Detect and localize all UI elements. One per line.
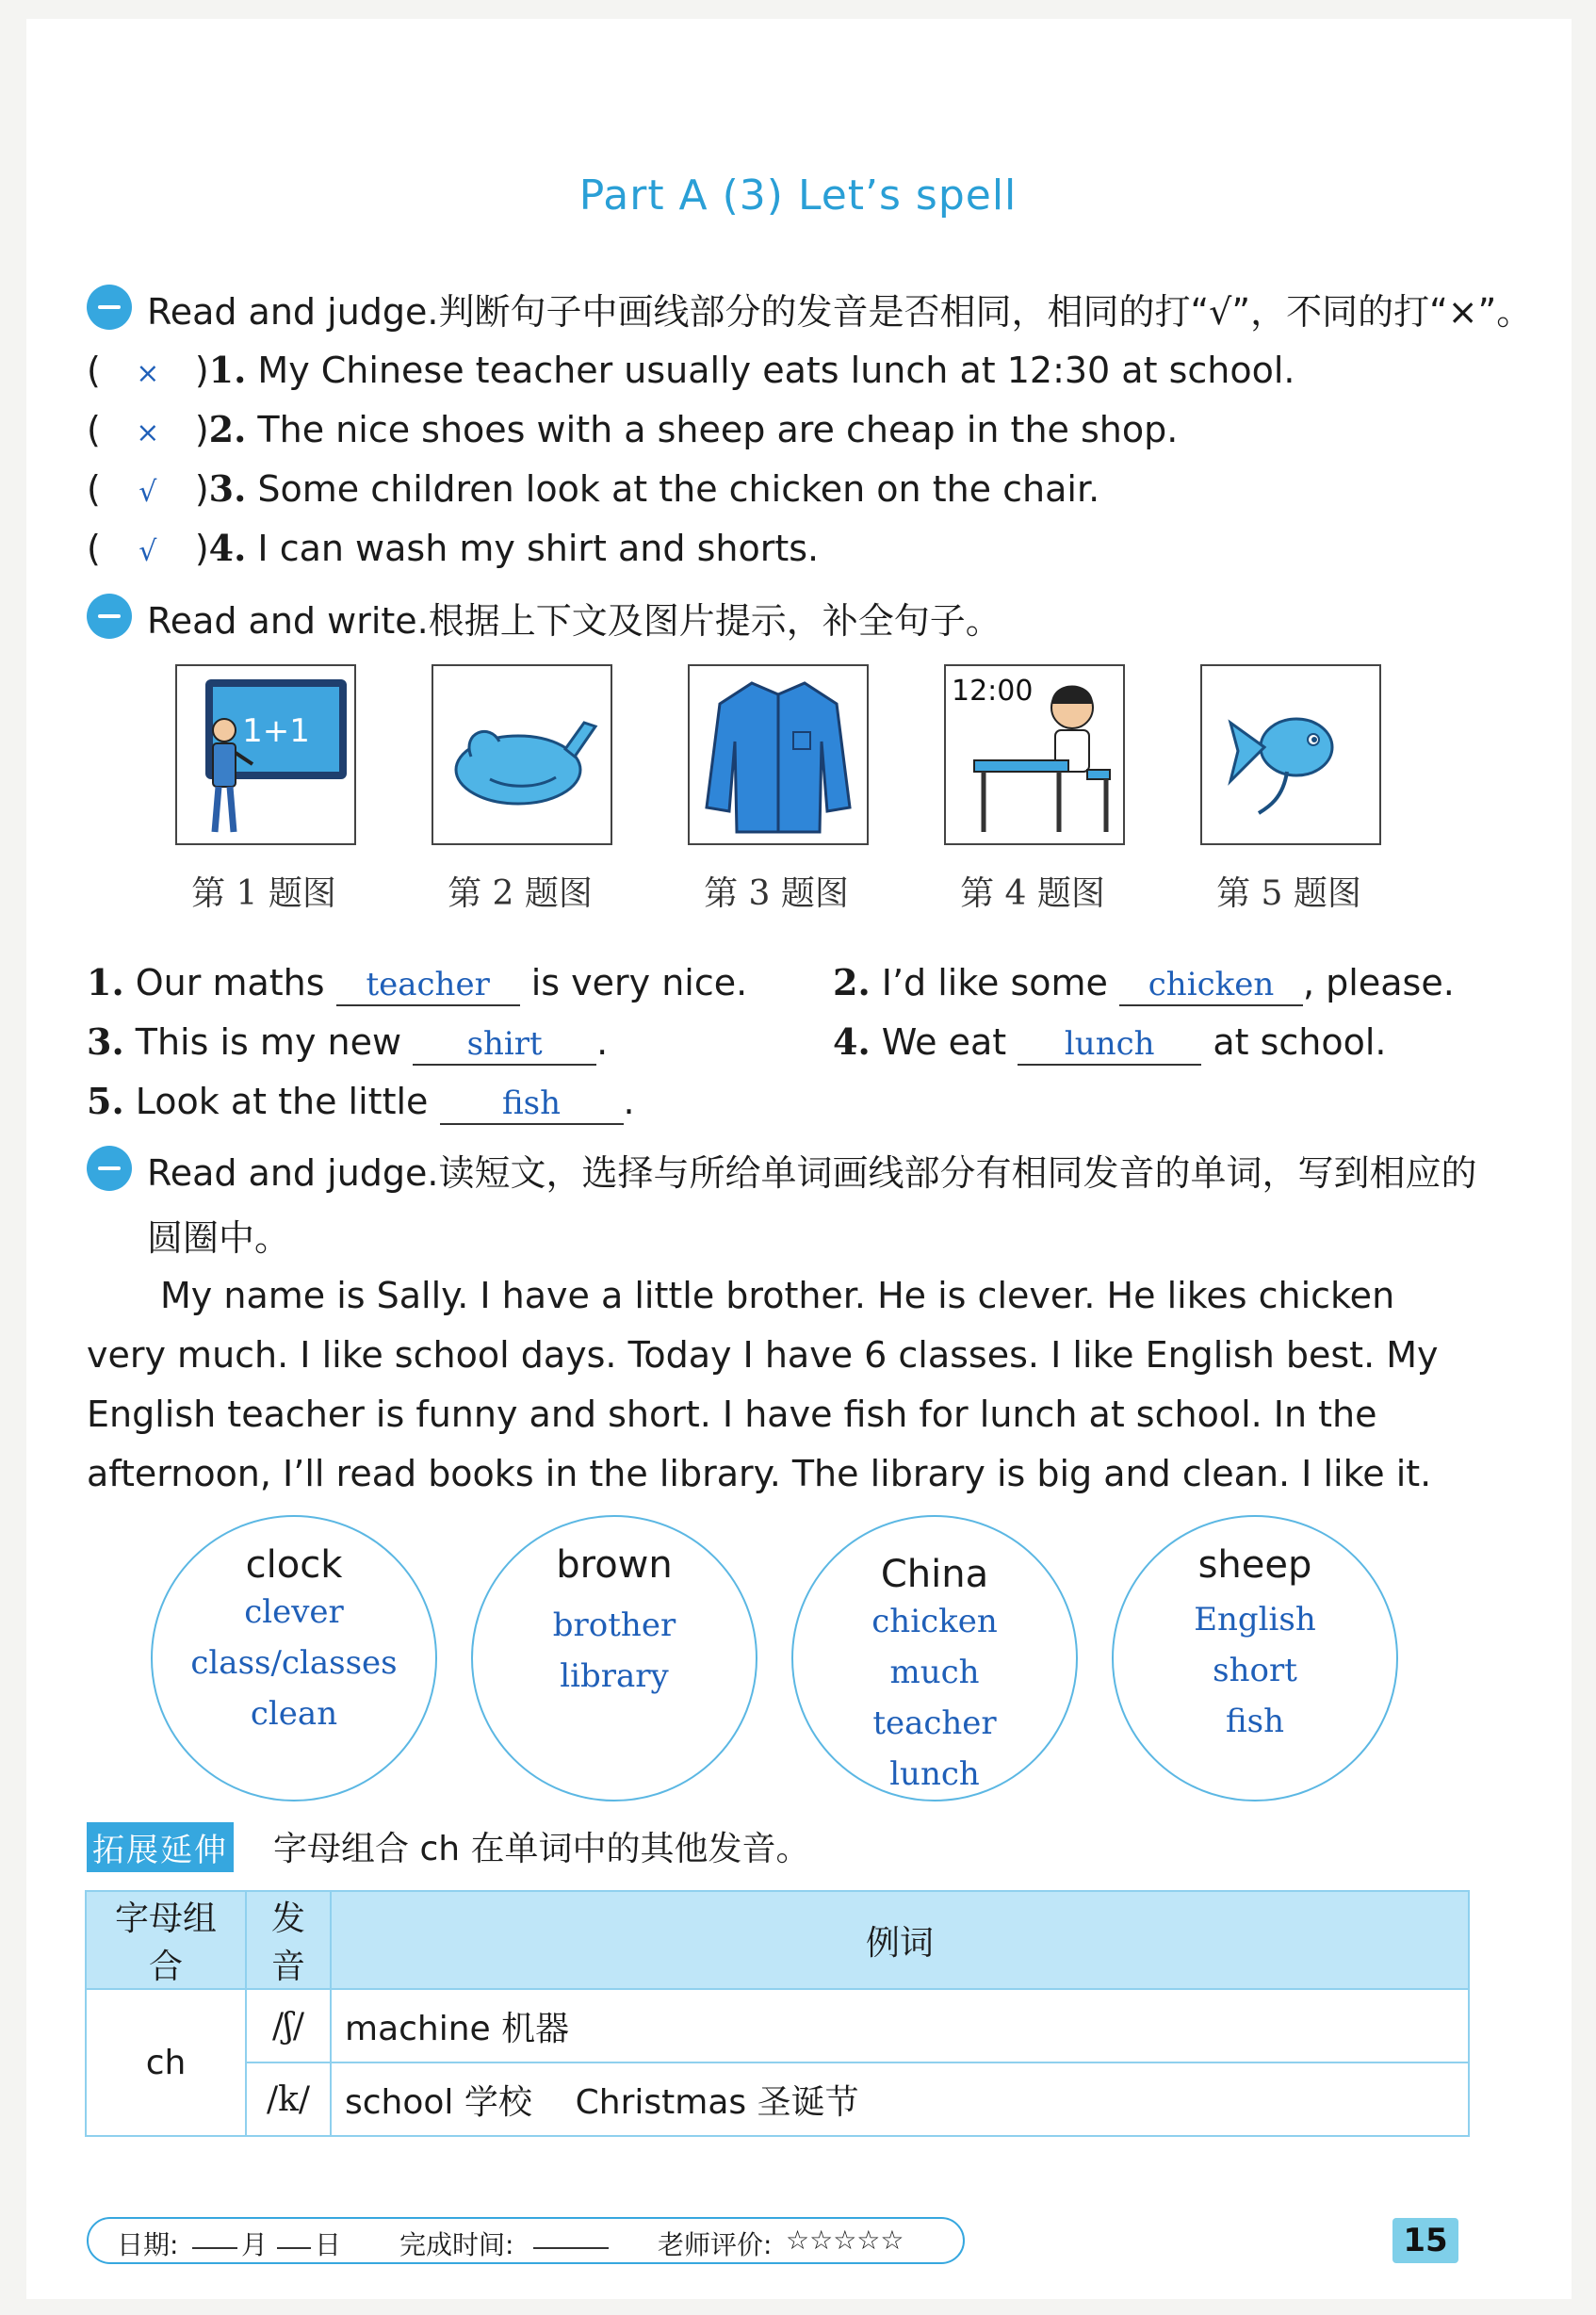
section-3-instruction-line2: 圆圈中。 [147,1217,291,1259]
fill-sentence-4: 4. We eat lunch at school. [833,1020,1387,1066]
sound-circle-sheep: sheep English short fish [1112,1515,1398,1801]
fill-sentence-5: 5. Look at the little fish . [87,1080,635,1125]
rating-stars: ☆☆☆☆☆ [786,2225,904,2256]
judge-question-2: ( × )2. The nice shoes with a sheep are cheap in the shop. [87,408,1179,450]
date-label: 日期: [117,2229,179,2260]
clock-text: 12:00 [952,675,1034,708]
judge-question-3: ( √ )3. Some children look at the chicken on the chair. [87,467,1100,510]
fill-answer-5: fish [440,1084,624,1125]
examples-cell-2: school 学校 Christmas 圣诞节 [331,2062,1469,2136]
judge-question-4: ( √ )4. I can wash my shirt and shorts. [87,527,820,569]
section-3-instruction-line1: Read and judge.读短文，选择与所给单词画线部分有相同发音的单词，写到相应的 [147,1152,1477,1194]
circle-head-clock: clock [245,1543,343,1587]
judge-answer-1: × [136,357,160,390]
rating-label: 老师评价: [658,2229,773,2260]
footer-bar [87,2217,965,2264]
boy-eating-icon [946,666,1123,843]
teacher-picture [175,664,356,845]
fill-answer-1: teacher [336,965,520,1006]
caption-4: 第 4 题图 [960,874,1105,913]
extension-tag: 拓展延伸 [87,1822,234,1872]
sound-circle-clock: clock clever class/classes clean [151,1515,437,1801]
sound-circle-china: China chicken much teacher lunch [791,1515,1078,1801]
reading-passage: My name is Sally. I have a little brother. He is clever. He likes chicken very much. I like school days. Today I have 6 classes. I like English best. My English teacher is funny and short. I have fish for lunch at school. In the afternoon, I’ll read books in the library. The library is big and clean. I like it. [87,1275,1439,1494]
fill-sentence-2: 2. I’d like some chicken , please. [833,961,1455,1006]
judge-sentence-3: Some children look at the chicken on the chair. [257,468,1100,510]
header-examples: 例词 [331,1891,1469,1989]
fish-icon [1202,666,1379,843]
caption-1: 第 1 题图 [191,874,336,913]
letter-combo-cell: ch [86,1989,246,2136]
extension-table [85,1890,1470,2137]
section-2-instruction: Read and write.根据上下文及图片提示，补全句子。 [147,600,1002,642]
board-text: 1+1 [242,712,310,750]
judge-sentence-4: I can wash my shirt and shorts. [257,528,820,569]
caption-3: 第 3 题图 [704,874,849,913]
fill-answer-2: chicken [1119,965,1303,1006]
section-2-badge-icon [87,594,132,639]
judge-answer-3: √ [138,476,157,509]
page-title: Part A (3) Let’s spell [578,171,1018,220]
header-sound: 发音 [246,1891,331,1989]
month-label: 月 [241,2229,269,2260]
circle-head-brown: brown [556,1543,673,1587]
day-label: 日 [315,2229,342,2260]
sound-cell-2: /k/ [246,2062,331,2136]
time-label: 完成时间: [399,2229,514,2260]
caption-2: 第 2 题图 [448,874,593,913]
teacher-board-icon [177,666,354,843]
sound-cell-1: /ʃ/ [246,1989,331,2062]
shirt-picture [688,664,869,845]
shirt-icon [690,666,867,843]
section-1-badge-icon [87,285,132,330]
chicken-picture [432,664,612,845]
fill-answer-3: shirt [413,1024,596,1066]
circle-head-sheep: sheep [1197,1543,1312,1587]
judge-answer-4: √ [138,535,157,568]
judge-question-1: ( × )1. My Chinese teacher usually eats lunch at 12:30 at school. [87,349,1295,391]
caption-5: 第 5 题图 [1216,874,1361,913]
sound-circle-brown: brown brother library [471,1515,757,1801]
section-1-instruction: Read and judge.判断句子中画线部分的发音是否相同，相同的打“√”，不同的打“×”。 [147,291,1533,333]
circle-head-china: China [880,1553,989,1596]
examples-cell-1: machine 机器 [331,1989,1469,2062]
header-letter-combo: 字母组合 [86,1891,246,1989]
section-3-badge-icon [87,1146,132,1191]
fish-picture [1200,664,1381,845]
roast-chicken-icon [433,666,611,843]
fill-answer-4: lunch [1018,1024,1201,1066]
fill-sentence-3: 3. This is my new shirt . [87,1020,608,1066]
judge-sentence-2: The nice shoes with a sheep are cheap in the shop. [257,409,1179,450]
extension-text: 字母组合 ch 在单词中的其他发音。 [273,1830,810,1868]
lunch-picture [944,664,1125,845]
page-number: 15 [1392,2218,1458,2263]
judge-sentence-1: My Chinese teacher usually eats lunch at 12:30 at school. [257,350,1295,391]
fill-sentence-1: 1. Our maths teacher is very nice. [87,961,747,1006]
judge-answer-2: × [136,416,160,449]
